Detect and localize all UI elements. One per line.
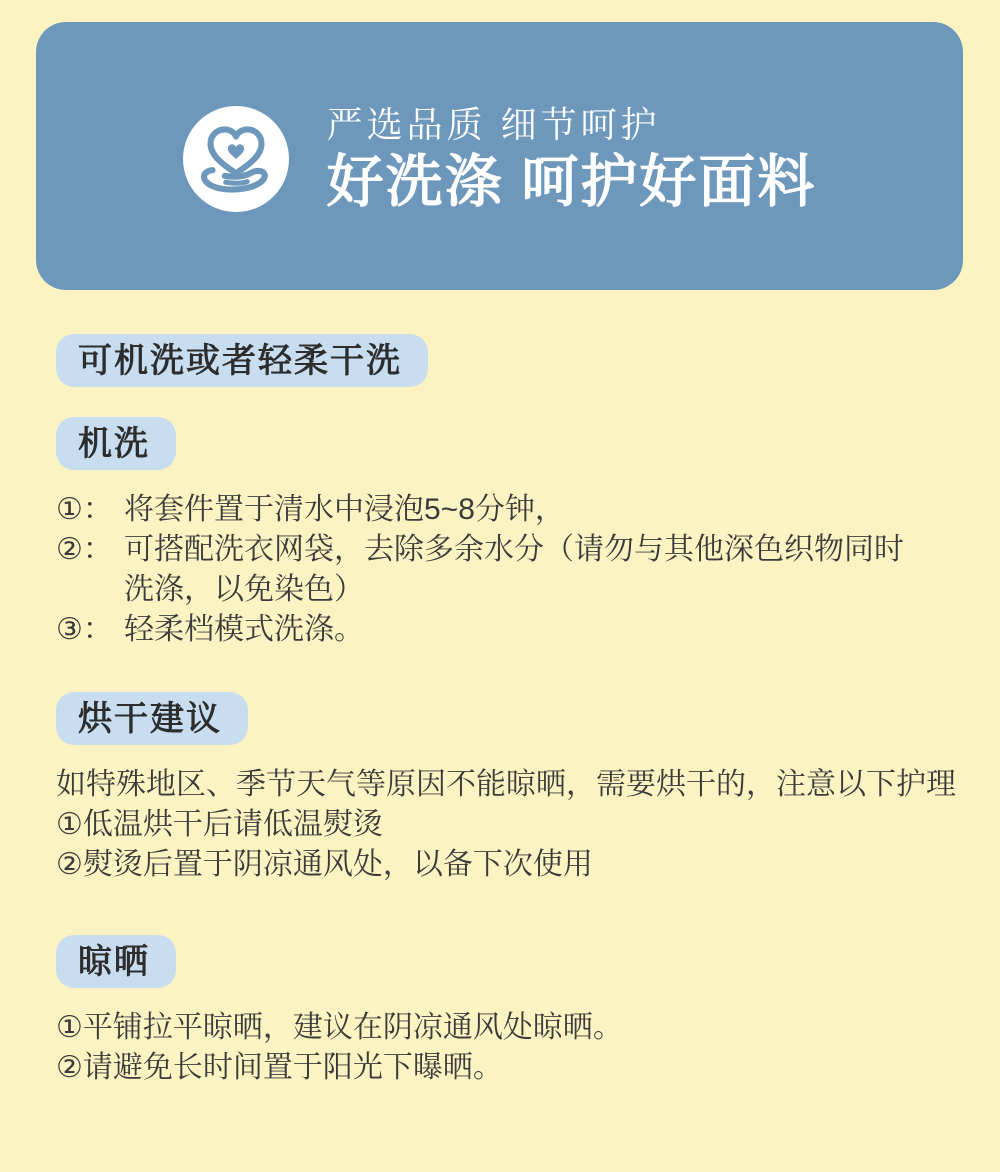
air-dry-line-1: ①平铺拉平晾晒，建议在阴凉通风处晾晒。 <box>56 1011 623 1044</box>
heading-air-dry: 晾晒 <box>56 935 176 988</box>
step-text: 可搭配洗衣网袋，去除多余水分（请勿与其他深色织物同时洗涤，以免染色） <box>124 533 904 606</box>
heading-drying-advice: 烘干建议 <box>56 692 248 745</box>
drying-line-2: ②熨烫后置于阴凉通风处，以备下次使用 <box>56 848 593 881</box>
step-marker: ③： <box>56 613 113 646</box>
promo-banner-content <box>183 104 817 214</box>
step-text: 将套件置于清水中浸泡5~8分钟， <box>124 493 565 526</box>
air-dry-line-2: ②请避免长时间置于阳光下曝晒。 <box>56 1051 503 1084</box>
machine-wash-step-1 <box>56 490 960 530</box>
step-marker: ①： <box>56 493 113 526</box>
banner-subtitle: 严选品质 细节呵护 <box>326 103 661 145</box>
drying-intro: 如特殊地区、季节天气等原因不能晾晒，需要烘干的，注意以下护理 <box>56 768 956 801</box>
care-instructions <box>0 290 1000 1088</box>
banner-title: 好洗涤 呵护好面料 <box>326 150 817 215</box>
machine-wash-step-2 <box>56 530 960 610</box>
promo-banner-text <box>327 104 817 214</box>
step-marker: ②： <box>56 533 113 566</box>
heart-in-hand-icon <box>183 106 289 212</box>
machine-wash-steps <box>56 490 960 650</box>
air-dry-text <box>56 1008 960 1088</box>
heading-machine-wash: 机洗 <box>56 417 176 470</box>
promo-banner <box>36 22 963 290</box>
machine-wash-step-3 <box>56 610 960 650</box>
heading-wash-options: 可机洗或者轻柔干洗 <box>56 334 428 387</box>
drying-advice-text <box>56 765 960 885</box>
drying-line-1: ①低温烘干后请低温熨烫 <box>56 808 383 841</box>
step-text: 轻柔档模式洗涤。 <box>124 613 364 646</box>
